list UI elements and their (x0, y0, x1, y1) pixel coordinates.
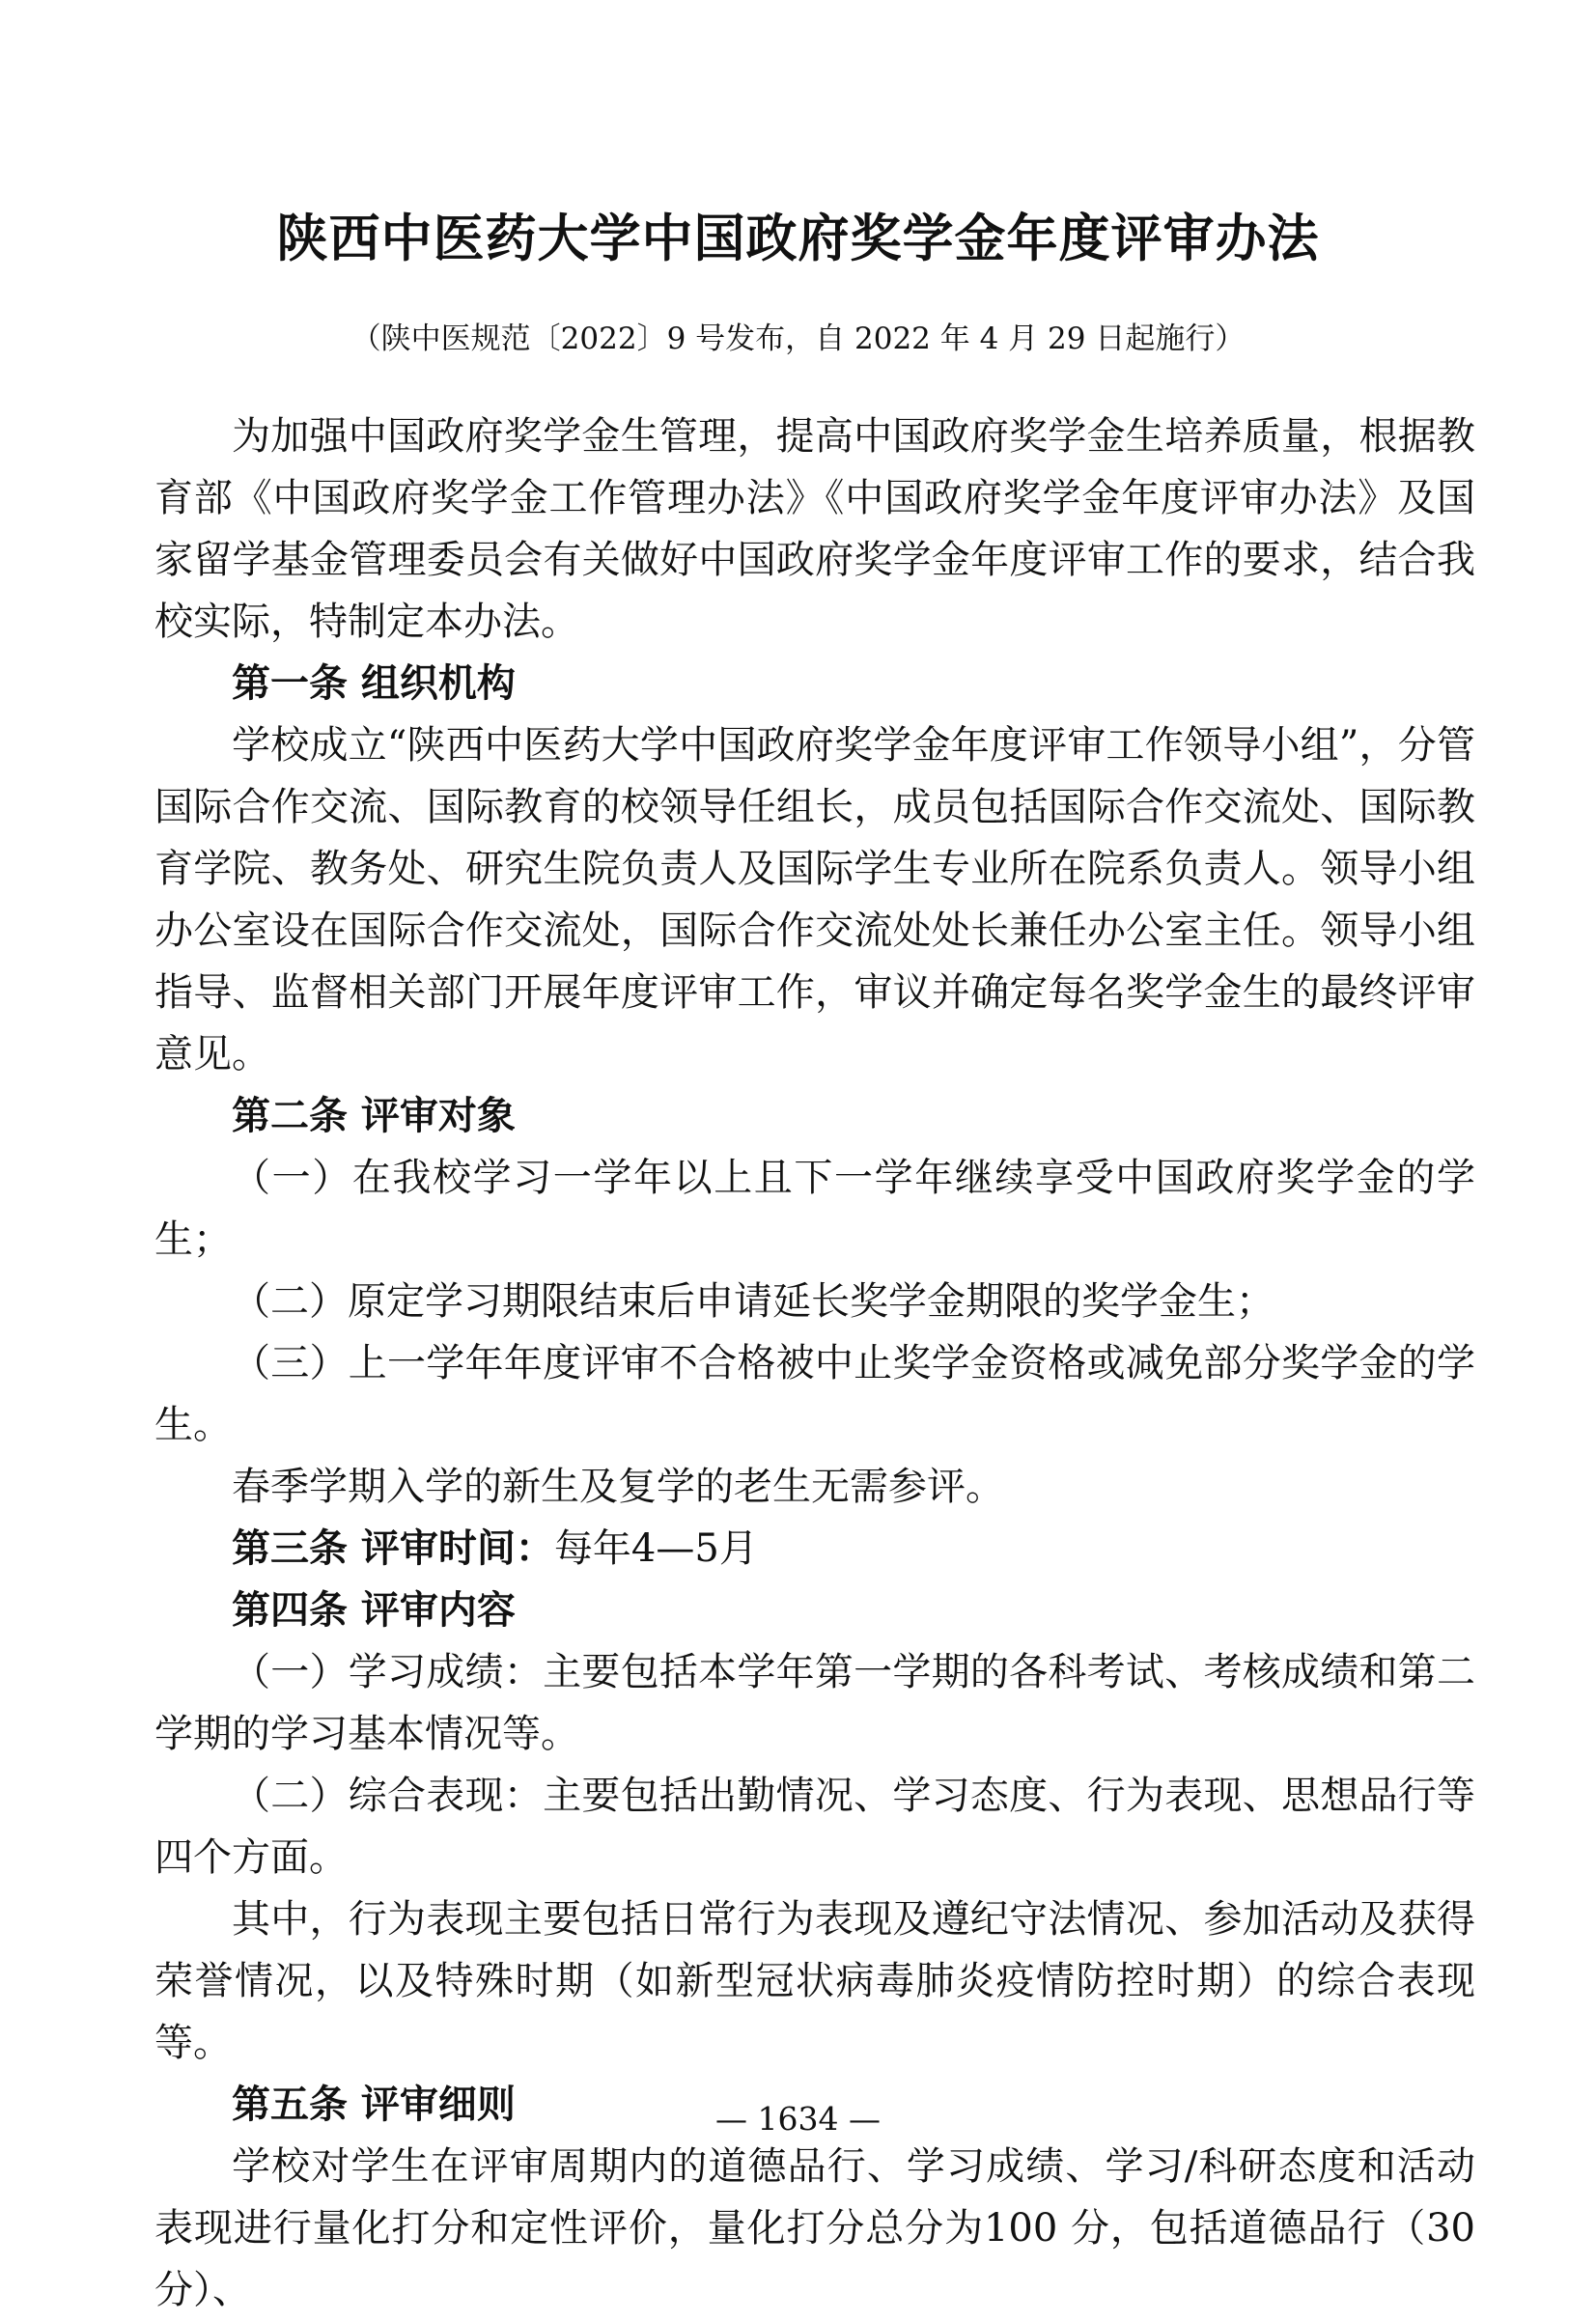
article-4-item-2: （二）综合表现：主要包括出勤情况、学习态度、行为表现、思想品行等四个方面。 (154, 1774, 1475, 1880)
document-body (154, 405, 1475, 2321)
article-3-label: 第三条 评审时间： (232, 1525, 554, 1571)
article-4-item-1: （一）学习成绩：主要包括本学年第一学期的各科考试、考核成绩和第二学期的学习基本情况等。 (154, 1650, 1475, 1756)
document-subtitle: （陕中医规范〔2022〕9 号发布，自 2022 年 4 月 29 日起施行） (350, 322, 1246, 356)
article-2-item-1: （一）在我校学习一学年以上且下一学年继续享受中国政府奖学金的学生； (154, 1156, 1475, 1262)
article-2-item-3: （三）上一学年年度评审不合格被中止奖学金资格或减免部分奖学金的学生。 (154, 1341, 1475, 1447)
page-number: — 1634 — (715, 2100, 881, 2138)
article-5-text: 学校对学生在评审周期内的道德品行、学习成绩、学习/科研态度和活动表现进行量化打分和定性评价，量化打分总分为100 分，包括道德品行（30分）、 (154, 2144, 1475, 2312)
article-2-heading: 第二条 评审对象 (232, 1093, 516, 1138)
document-title: 陕西中医药大学中国政府奖学金年度评审办法 (276, 209, 1320, 268)
article-2-item-2: （二）原定学习期限结束后申请延长奖学金期限的奖学金生； (232, 1279, 1274, 1324)
article-3-heading (154, 1518, 1475, 1580)
article-4-item-3: 其中，行为表现主要包括日常行为表现及遵纪守法情况、参加活动及获得荣誉情况，以及特殊时期（如新型冠状病毒肺炎疫情防控时期）的综合表现等。 (154, 1897, 1475, 2065)
article-3-text: 每年4—5月 (553, 1526, 758, 1571)
article-1-text: 学校成立“陕西中医药大学中国政府奖学金年度评审工作领导小组”，分管国际合作交流、国际教育的校领导任组长，成员包括国际合作交流处、国际教育学院、教务处、研究生院负责人及国际学生专业所在院系负责人。领导小组办公室设在国际合作交流处，国际合作交流处处长兼任办公室主任。领导小组指导、监督相关部门开展年度评审工作，审议并确定每名奖学金生的最终评审意见。 (154, 723, 1475, 1077)
article-2-note: 春季学期入学的新生及复学的老生无需参评。 (232, 1465, 1004, 1509)
article-1-heading: 第一条 组织机构 (232, 660, 516, 706)
intro-paragraph: 为加强中国政府奖学金生管理，提高中国政府奖学金生培养质量，根据教育部《中国政府奖学金工作管理办法》《中国政府奖学金年度评审办法》及国家留学基金管理委员会有关做好中国政府奖学金年度评审工作的要求，结合我校实际，特制定本办法。 (154, 414, 1475, 644)
article-5-heading: 第五条 评审细则 (232, 2082, 516, 2127)
article-4-heading: 第四条 评审内容 (232, 1587, 516, 1633)
